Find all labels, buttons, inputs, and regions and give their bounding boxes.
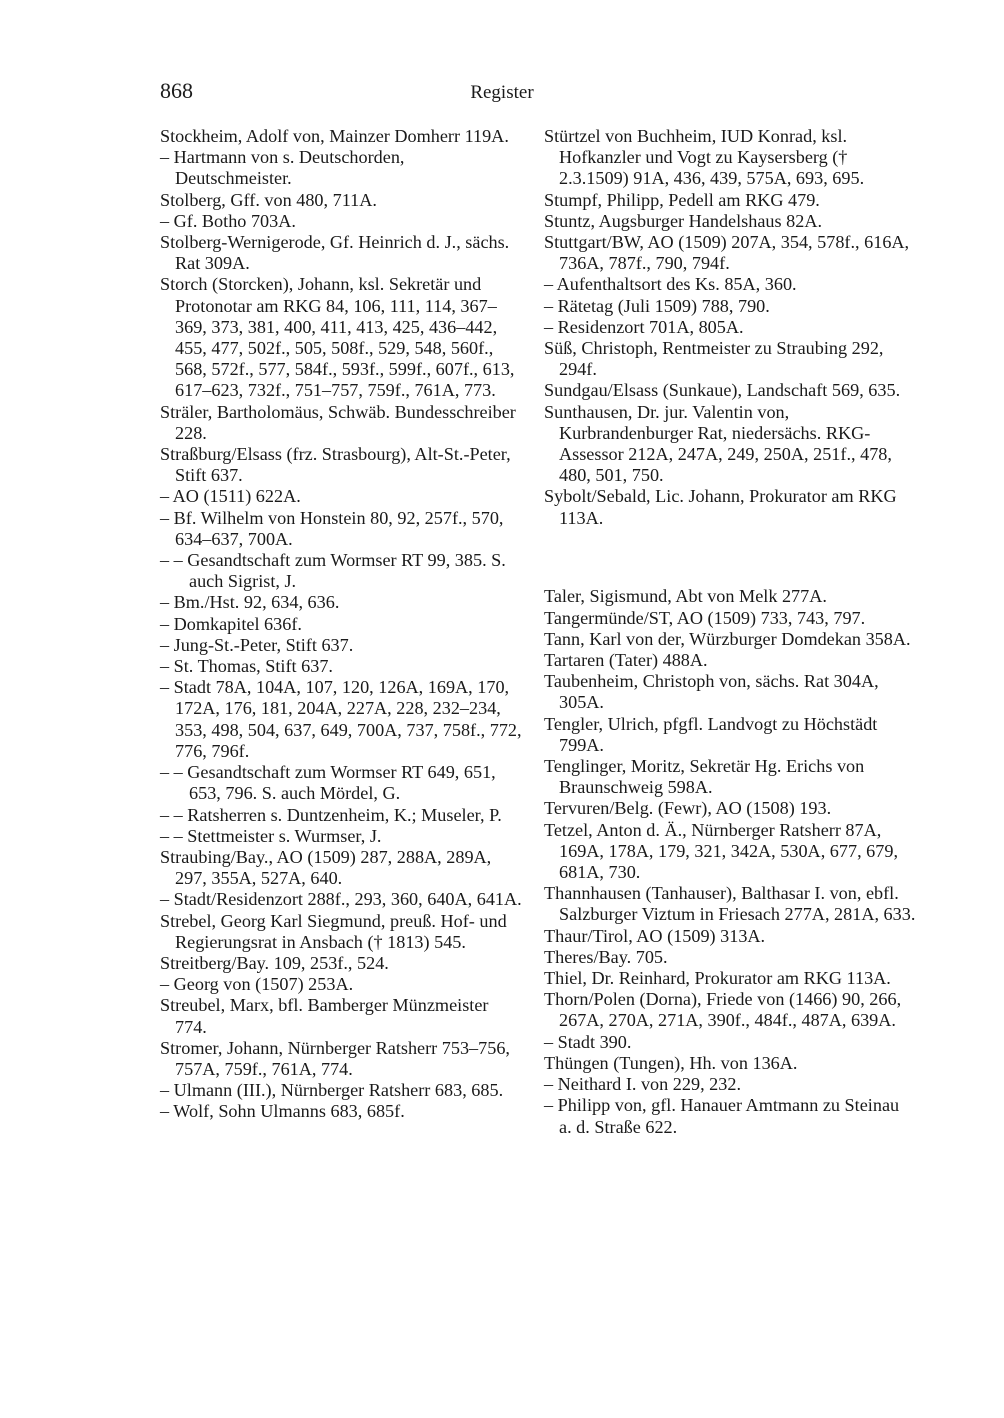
index-entry: Taler, Sigismund, Abt von Melk 277A.: [544, 586, 827, 607]
index-entry: Stuttgart/BW, AO (1509) 207A, 354, 578f., 616A, 736A, 787f., 790, 794f.: [544, 232, 910, 274]
index-entry: Stromer, Johann, Nürnberger Ratsherr 753–756, 757A, 759f., 761A, 774.: [160, 1037, 510, 1079]
index-subentry: – Stadt 78A, 104A, 107, 120, 126A, 169A, 170, 172A, 176, 181, 204A, 227A, 228, 232–234, 353, 498, 504, 637, 649, 700A, 737, 758f., 772, 776, 796f.: [160, 677, 522, 761]
index-subentry: – Gf. Botho 703A.: [160, 210, 296, 231]
index-entry: Thiel, Dr. Reinhard, Prokurator am RKG 113A.: [544, 968, 891, 989]
index-entry: Strebel, Georg Karl Siegmund, preuß. Hof- und Regierungsrat in Ansbach († 1813) 545.: [160, 910, 507, 952]
index-subentry: – Georg von (1507) 253A.: [160, 974, 354, 995]
index-entry: Thorn/Polen (Dorna), Friede von (1466) 90, 266, 267A, 270A, 271A, 390f., 484f., 487A, 639A.: [544, 989, 902, 1031]
index-entry: Tangermünde/ST, AO (1509) 733, 743, 797.: [544, 607, 866, 628]
index-subentry: – Hartmann von s. Deutschorden, Deutschmeister.: [160, 147, 405, 189]
index-subentry: – – Ratsherren s. Duntzenheim, K.; Museler, P.: [160, 804, 502, 825]
index-entry: Thaur/Tirol, AO (1509) 313A.: [544, 925, 766, 946]
index-subentry: – Domkapitel 636f.: [160, 613, 302, 634]
index-subentry: – Jung-St.-Peter, Stift 637.: [160, 634, 354, 655]
index-subentry: – Residenzort 701A, 805A.: [544, 316, 744, 337]
index-entry: Straubing/Bay., AO (1509) 287, 288A, 289A, 297, 355A, 527A, 640.: [160, 846, 492, 889]
index-subentry: – Philipp von, gfl. Hanauer Amtmann zu Steinau a. d. Straße 622.: [544, 1095, 900, 1137]
index-entry: Straßburg/Elsass (frz. Strasbourg), Alt-St.-Peter, Stift 637.: [160, 444, 511, 486]
index-entry: Theres/Bay. 705.: [544, 946, 668, 967]
index-entry: Thüngen (Tungen), Hh. von 136A.: [544, 1052, 798, 1073]
page-number: 868: [160, 78, 193, 103]
index-subentry: – St. Thomas, Stift 637.: [160, 656, 333, 677]
letter-section-gap: [544, 547, 916, 568]
index-subentry: – AO (1511) 622A.: [160, 486, 301, 507]
index-entry: Tervuren/Belg. (Fewr), AO (1508) 193.: [544, 798, 832, 819]
index-subentry: – Wolf, Sohn Ulmanns 683, 685f.: [160, 1101, 405, 1122]
index-entry: Sträler, Bartholomäus, Schwäb. Bundesschreiber 228.: [160, 401, 516, 443]
index-entry: Tetzel, Anton d. Ä., Nürnberger Ratsherr 87A, 169A, 178A, 179, 321, 342A, 530A, 677, 679, 681A, 730.: [544, 819, 898, 883]
index-entry: Streitberg/Bay. 109, 253f., 524.: [160, 952, 389, 973]
index-column-right: [544, 126, 916, 1138]
index-subentry: – Bf. Wilhelm von Honstein 80, 92, 257f., 570, 634–637, 700A.: [160, 507, 504, 549]
index-column-left: [160, 126, 522, 1123]
index-entry: Stumpf, Philipp, Pedell am RKG 479.: [544, 189, 820, 210]
index-entry: Tartaren (Tater) 488A.: [544, 650, 708, 671]
index-subentry: – Stadt 390.: [544, 1031, 632, 1052]
index-entry: Tengler, Ulrich, pfgfl. Landvogt zu Höchstädt 799A.: [544, 713, 878, 755]
index-subentry: – – Gesandtschaft zum Wormser RT 649, 651, 653, 796. S. auch Mördel, G.: [160, 762, 496, 804]
index-entry: Stolberg-Wernigerode, Gf. Heinrich d. J., sächs. Rat 309A.: [160, 232, 510, 274]
index-entry: Sundgau/Elsass (Sunkaue), Landschaft 569, 635.: [544, 380, 901, 401]
index-entry: Sunthausen, Dr. jur. Valentin von, Kurbrandenburger Rat, niedersächs. RKG-Assessor 212A, 247A, 249, 250A, 251f., 478, 480, 501, 750.: [544, 401, 892, 486]
index-entry: Stürtzel von Buchheim, IUD Konrad, ksl. Hofkanzler und Vogt zu Kaysersberg († 2.3.1509) 91A, 436, 439, 575A, 693, 695.: [544, 126, 865, 189]
index-entry: Süß, Christoph, Rentmeister zu Straubing 292, 294f.: [544, 338, 884, 380]
index-subentry: – – Stettmeister s. Wurmser, J.: [160, 825, 382, 846]
index-subentry: – Stadt/Residenzort 288f., 293, 360, 640A, 641A.: [160, 889, 522, 910]
index-subentry: – Aufenthaltsort des Ks. 85A, 360.: [544, 274, 797, 295]
index-entry: Streubel, Marx, bfl. Bamberger Münzmeister 774.: [160, 995, 489, 1037]
index-entry: Sybolt/Sebald, Lic. Johann, Prokurator am RKG 113A.: [544, 486, 897, 528]
index-subentry: – Bm./Hst. 92, 634, 636.: [160, 592, 340, 613]
index-subentry: – – Gesandtschaft zum Wormser RT 99, 385. S. auch Sigrist, J.: [160, 550, 506, 592]
index-entry: Tenglinger, Moritz, Sekretär Hg. Erichs von Braunschweig 598A.: [544, 756, 865, 798]
index-entry: Taubenheim, Christoph von, sächs. Rat 304A, 305A.: [544, 671, 879, 713]
running-head: Register: [470, 82, 534, 103]
index-entry: Stockheim, Adolf von, Mainzer Domherr 119A.: [160, 126, 509, 146]
index-entry: Storch (Storcken), Johann, ksl. Sekretär und Protonotar am RKG 84, 106, 111, 114, 367–369, 373, 381, 400, 411, 413, 425, 436–442, 455, 477, 502f., 505, 508f., 529, 548, 560f., 568, 572f., 577, 584f., 593f., 599f., 607f., 613, 617–623, 732f., 751–757, 759f., 761A, 773.: [160, 274, 515, 401]
index-entry: Thannhausen (Tanhauser), Balthasar I. von, ebfl. Salzburger Viztum in Friesach 277A, 281A, 633.: [544, 883, 916, 925]
index-entry: Tann, Karl von der, Würzburger Domdekan 358A.: [544, 628, 911, 649]
index-subentry: – Ulmann (III.), Nürnberger Ratsherr 683, 685.: [160, 1080, 504, 1101]
index-subentry: – Neithard I. von 229, 232.: [544, 1074, 741, 1095]
index-entry: Stuntz, Augsburger Handelshaus 82A.: [544, 210, 823, 231]
index-subentry: – Rätetag (Juli 1509) 788, 790.: [544, 295, 770, 316]
index-entry: Stolberg, Gff. von 480, 711A.: [160, 189, 377, 210]
